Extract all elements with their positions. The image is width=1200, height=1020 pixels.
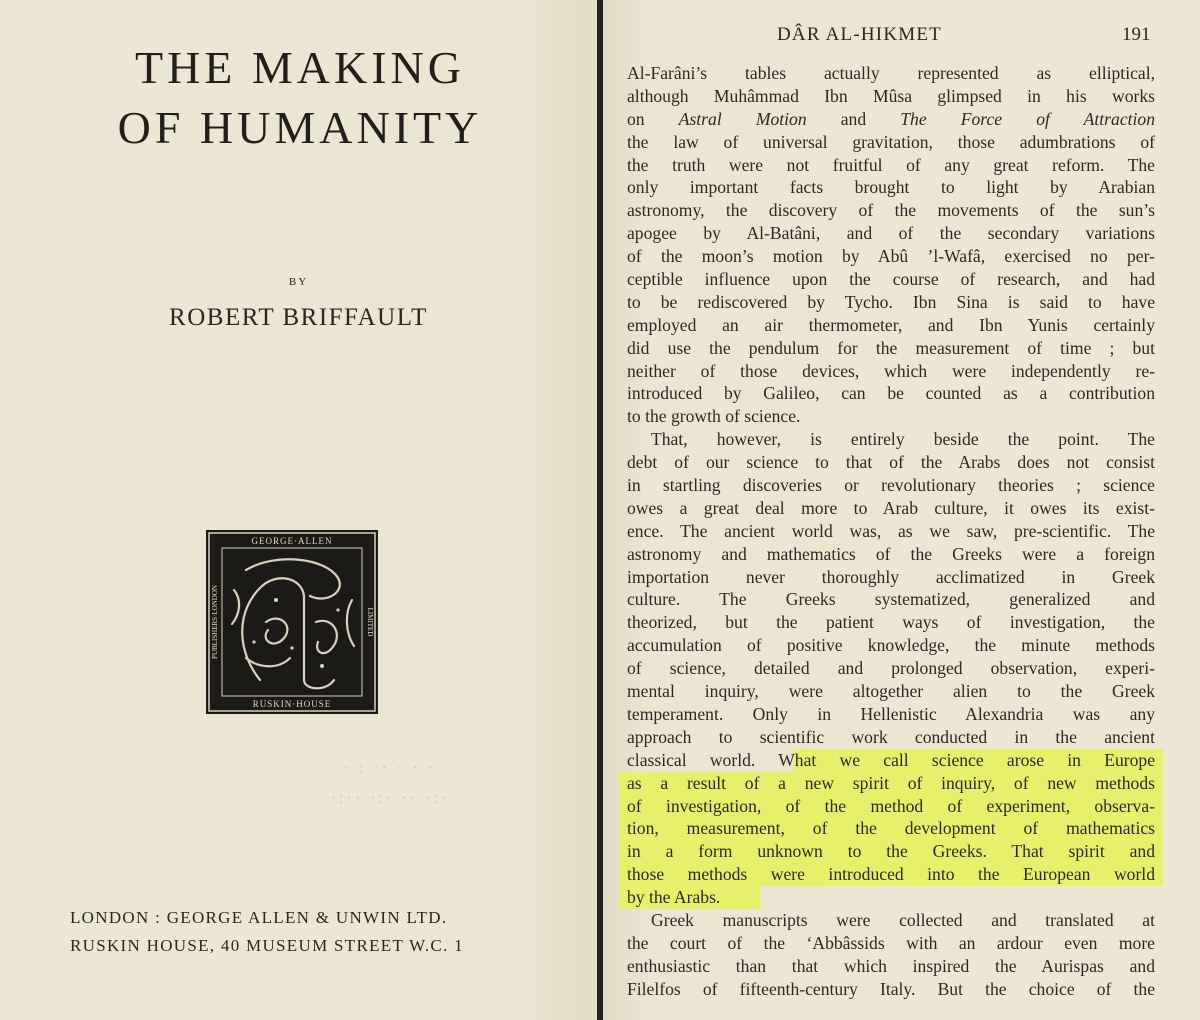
publisher-imprint-line-2: RUSKIN HOUSE, 40 MUSEUM STREET W.C. 1	[70, 936, 464, 955]
text-line: mental inquiry, were altogether alien to the Greek	[627, 681, 1155, 702]
faint-library-stamp: ·:·· ·:· ·· ·:·	[330, 790, 450, 807]
book-title-line-1: THE MAKING	[134, 42, 465, 93]
title-page	[0, 0, 597, 1020]
book-title-line-2: OF HUMANITY	[117, 102, 483, 153]
publisher-emblem-icon	[206, 530, 378, 714]
by-label: BY	[288, 276, 309, 288]
text-line: culture. The Greeks systematized, generalized and	[627, 589, 1155, 610]
text-line: accumulation of positive knowledge, the minute methods	[627, 635, 1155, 656]
text-line: introduced by Galileo, can be counted as a contribution	[627, 383, 1155, 404]
highlighted-text-line: as a result of a new spirit of inquiry, of new methods	[619, 772, 1163, 795]
svg-text:PUBLISHERS·LONDON: PUBLISHERS·LONDON	[211, 585, 219, 659]
text-line: astronomy and mathematics of the Greeks were a foreign	[627, 543, 1155, 564]
text-line: the truth were not fruitful of any great reform. The	[627, 154, 1155, 175]
italic-title: The Force of Attraction	[900, 108, 1156, 129]
text-line: theorized, but the patient ways of investigation, the	[627, 612, 1155, 633]
text-line: employed an air thermometer, and Ibn Yunis certainly	[627, 314, 1155, 335]
text-line: temperament. Only in Hellenistic Alexandria was any	[627, 703, 1155, 724]
svg-text:GEORGE·ALLEN: GEORGE·ALLEN	[251, 536, 333, 546]
text-line: ceptible influence upon the course of research, and had	[627, 269, 1155, 290]
highlighted-text-line: by the Arabs.	[619, 886, 1163, 909]
text-line: in startling discoveries or revolutionary theories ; science	[627, 475, 1155, 496]
highlighted-text-line: those methods were introduced into the European world	[619, 863, 1163, 886]
svg-text:LIMITED: LIMITED	[366, 607, 374, 637]
highlighted-text-line: classical world. What we call science arose in Europe	[619, 749, 1163, 772]
text-line: neither of those devices, which were independently re-	[627, 360, 1155, 381]
faint-library-stamp: · : ·· · · ·	[343, 760, 437, 777]
text-line: owes a great deal more to Arab culture, it owes its exist-	[627, 497, 1155, 518]
publisher-imprint-line-1: LONDON : GEORGE ALLEN & UNWIN LTD.	[70, 908, 448, 927]
text-segment: and	[806, 108, 901, 129]
text-line: enthusiastic than that which inspired the Aurispas and	[627, 955, 1155, 976]
highlighted-text-line: in a form unknown to the Greeks. That spirit and	[619, 840, 1163, 863]
text-line: astronomy, the discovery of the movements of the sun’s	[627, 200, 1155, 221]
highlighted-text-line: of investigation, of the method of experiment, observa-	[619, 795, 1163, 818]
text-line: of the moon’s motion by Abû ’l-Wafâ, exercised no per-	[627, 246, 1155, 267]
text-segment: on	[627, 108, 679, 129]
author-name: ROBERT BRIFFAULT	[169, 304, 428, 331]
text-line: Filelfos of fifteenth-century Italy. But the choice of the	[627, 978, 1155, 999]
text-line: ence. The ancient world was, as we saw, pre-scientific. The	[627, 520, 1155, 541]
italic-title: Astral Motion	[678, 108, 807, 129]
running-head: DÂR AL-HIKMET	[777, 24, 942, 45]
text-line: importation never thoroughly acclimatized in Greek	[627, 566, 1155, 587]
text-line: That, however, is entirely beside the point. The	[651, 429, 1155, 450]
page-number: 191	[1122, 24, 1151, 45]
svg-text:RUSKIN·HOUSE: RUSKIN·HOUSE	[252, 699, 332, 709]
text-line: of science, detailed and prolonged observation, experi-	[627, 658, 1155, 679]
text-line: debt of our science to that of the Arabs does not consist	[627, 452, 1155, 473]
text-line: did use the pendulum for the measurement of time ; but	[627, 337, 1155, 358]
text-line: although Muhâmmad Ibn Mûsa glimpsed in his works	[627, 85, 1155, 106]
text-line: Greek manuscripts were collected and translated at	[651, 909, 1155, 930]
text-line: the law of universal gravitation, those adumbrations of	[627, 131, 1155, 152]
text-line: approach to scientific work conducted in the ancient	[627, 726, 1155, 747]
text-line: the court of the ‘Abbâssids with an ardour even more	[627, 932, 1155, 953]
page-body-text	[627, 62, 1155, 1001]
text-line: Al-Farâni’s tables actually represented as elliptical,	[627, 63, 1155, 83]
text-line: to be rediscovered by Tycho. Ibn Sina is said to have	[627, 291, 1155, 312]
text-line: only important facts brought to light by Arabian	[627, 177, 1155, 198]
text-line	[627, 108, 1155, 131]
highlighted-text-line: tion, measurement, of the development of mathematics	[619, 817, 1163, 840]
text-line: apogee by Al-Batâni, and of the secondary variations	[627, 223, 1155, 244]
text-line: to the growth of science.	[627, 406, 801, 427]
